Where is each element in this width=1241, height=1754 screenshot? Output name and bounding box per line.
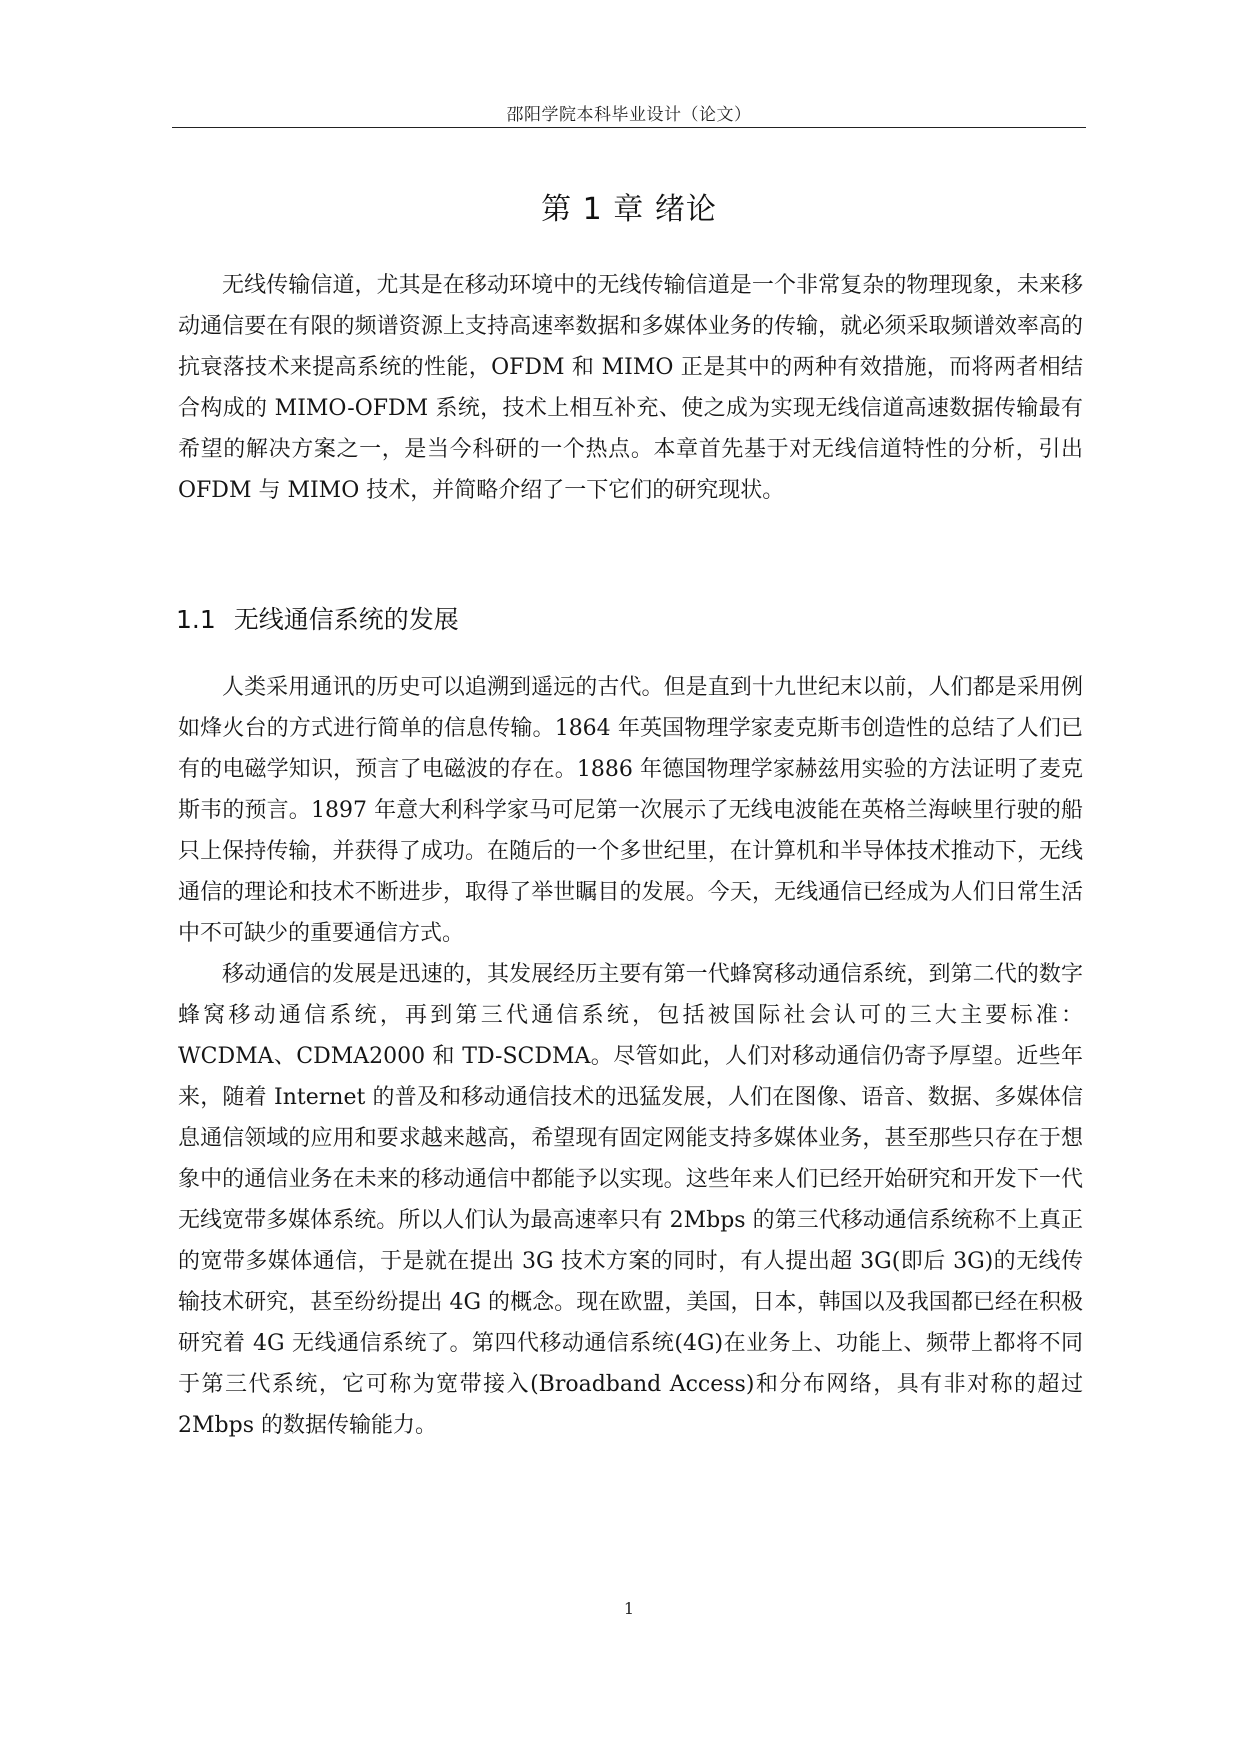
section-heading xyxy=(176,600,459,636)
running-header: 邵阳学院本科毕业设计（论文） xyxy=(506,105,752,125)
page-number: 1 xyxy=(623,1599,635,1618)
body-paragraph: 人类采用通讯的历史可以追溯到遥远的古代。但是直到十九世纪末以前，人们都是采用例如烽火台的方式进行简单的信息传输。1864 年英国物理学家麦克斯韦创造性的总结了人们已有的电磁学知识，预言了电磁波的存在。1886 年德国物理学家赫兹用实验的方法证明了麦克斯韦的预言。1897 年意大利科学家马可尼第一次展示了无线电波能在英格兰海峡里行驶的船只上保持传输，并获得了成功。在随后的一个多世纪里，在计算机和半导体技术推动下，无线通信的理论和技术不断进步，取得了举世瞩目的发展。今天，无线通信已经成为人们日常生活中不可缺少的重要通信方式。 xyxy=(178,675,1083,946)
section-title: 无线通信系统的发展 xyxy=(233,605,459,634)
intro-section xyxy=(178,265,1083,511)
header-rule xyxy=(172,127,1086,128)
intro-paragraph: 无线传输信道，尤其是在移动环境中的无线传输信道是一个非常复杂的物理现象，未来移动通信要在有限的频谱资源上支持高速率数据和多媒体业务的传输，就必须采取频谱效率高的抗衰落技术来提高系统的性能，OFDM 和 MIMO 正是其中的两种有效措施，而将两者相结合构成的 MIMO-OFDM 系统，技术上相互补充、使之成为实现无线信道高速数据传输最有希望的解决方案之一，是当今科研的一个热点。本章首先基于对无线信道特性的分析，引出 OFDM 与 MIMO 技术，并简略介绍了一下它们的研究现状。 xyxy=(178,273,1083,503)
section-number: 1.1 xyxy=(176,605,216,634)
section-body xyxy=(178,667,1083,1446)
body-paragraph: 移动通信的发展是迅速的，其发展经历主要有第一代蜂窝移动通信系统，到第二代的数字蜂窝移动通信系统，再到第三代通信系统，包括被国际社会认可的三大主要标准：WCDMA、CDMA2000 和 TD-SCDMA。尽管如此，人们对移动通信仍寄予厚望。近些年来，随着 Internet 的普及和移动通信技术的迅猛发展，人们在图像、语音、数据、多媒体信息通信领域的应用和要求越来越高，希望现有固定网能支持多媒体业务，甚至那些只存在于想象中的通信业务在未来的移动通信中都能予以实现。这些年来人们已经开始研究和开发下一代无线宽带多媒体系统。所以人们认为最高速率只有 2Mbps 的第三代移动通信系统称不上真正的宽带多媒体通信，于是就在提出 3G 技术方案的同时，有人提出超 3G(即后 3G)的无线传输技术研究，甚至纷纷提出 4G 的概念。现在欧盟，美国，日本，韩国以及我国都已经在积极研究着 4G 无线通信系统了。第四代移动通信系统(4G)在业务上、功能上、频带上都将不同于第三代系统，它可称为宽带接入(Broadband Access)和分布网络，具有非对称的超过 2Mbps 的数据传输能力。 xyxy=(178,962,1083,1438)
chapter-title: 第 1 章 绪论 xyxy=(541,192,717,227)
